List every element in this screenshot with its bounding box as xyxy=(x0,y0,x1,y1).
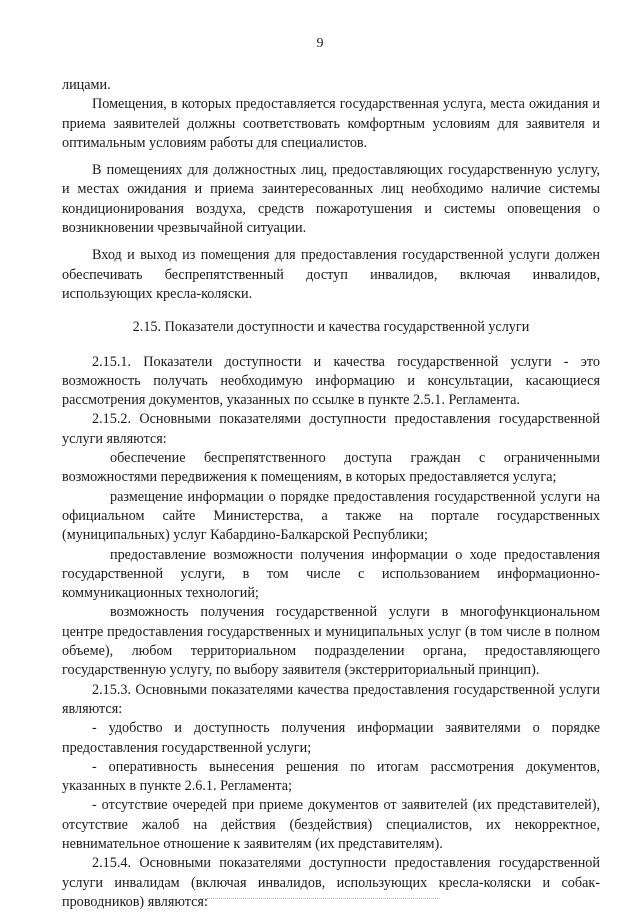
list-item-no-queues: - отсутствие очередей при приеме документов от заявителей (их представителей), отсутствие жалоб на действия (бездействия) специалистов, их некорректное, невнимательное отношение к заявителям (их представителям). xyxy=(62,797,600,852)
list-item-efficiency: - оперативность вынесения решения по итогам рассмотрения документов, указанных в пункте 2.6.1. Регламента; xyxy=(62,758,600,795)
paragraph-2-15-1: 2.15.1. Показатели доступности и качества государственной услуги - это возможность получать необходимую информацию и консультации, касающиеся рассмотрения документов, указанных по ссылке в пункте 2.5.1. Регламента. xyxy=(62,353,600,409)
list-item-website-info: размещение информации о порядке предоставления государственной услуги на официальном сайте Министерства, а также на портале государственных (муниципальных) услуг Кабардино-Балкарской Республики; xyxy=(62,488,600,544)
footer-divider xyxy=(200,898,440,899)
list-item-progress-info: предоставление возможности получения информации о ходе предоставления государственной услуги, в том числе с использованием информационно-коммуникационных технологий; xyxy=(62,546,600,602)
page-number: 9 xyxy=(316,36,324,51)
paragraph-2-15-4: 2.15.4. Основными показателями доступности предоставления государственной услуги инвалидам (включая инвалидов, использующих кресла-коляски и собак-проводников) являются: xyxy=(62,855,600,910)
section-heading: 2.15. Показатели доступности и качества государственной услуги xyxy=(132,319,530,336)
paragraph-air-conditioning: В помещениях для должностных лиц, предоставляющих государственную услугу, и местах ожидания и приема заинтересованных лиц необходимо наличие системы кондиционирования воздуха, средств пожаротушения и системы оповещения о возникновении чрезвычайной ситуации. xyxy=(62,162,600,237)
paragraph-2-15-2: 2.15.2. Основными показателями доступности предоставления государственной услуги являются: xyxy=(62,411,600,447)
paragraph-entrance-access: Вход и выход из помещения для предоставления государственной услуги должен обеспечивать беспрепятственный доступ инвалидов, включая инвалидов, использующих кресла-коляски. xyxy=(62,247,600,302)
paragraph-premises: Помещения, в которых предоставляется государственная услуга, места ожидания и приема заявителей должны соответствовать комфортным условиям для заявителя и оптимальным условиям работы для специалистов. xyxy=(62,96,600,151)
list-item-mfc: возможность получения государственной услуги в многофункциональном центре предоставления государственных и муниципальных услуг (в том числе в полном объеме), любом территориальном подразделении органа, предоставляющего государственную услугу, по выбору заявителя (экстерриториальный принцип). xyxy=(62,604,600,679)
paragraph-2-15-3: 2.15.3. Основными показателями качества предоставления государственной услуги являются: xyxy=(62,681,600,717)
list-item-accessibility: обеспечение беспрепятственного доступа граждан с ограниченными возможностями передвижения к помещениям, в которых предоставляется услуга; xyxy=(62,450,600,486)
document-body xyxy=(62,76,600,912)
paragraph-continuation: лицами. xyxy=(62,77,111,93)
list-item-convenience: - удобство и доступность получения информации заявителями о порядке предоставления государственной услуги; xyxy=(62,720,600,756)
